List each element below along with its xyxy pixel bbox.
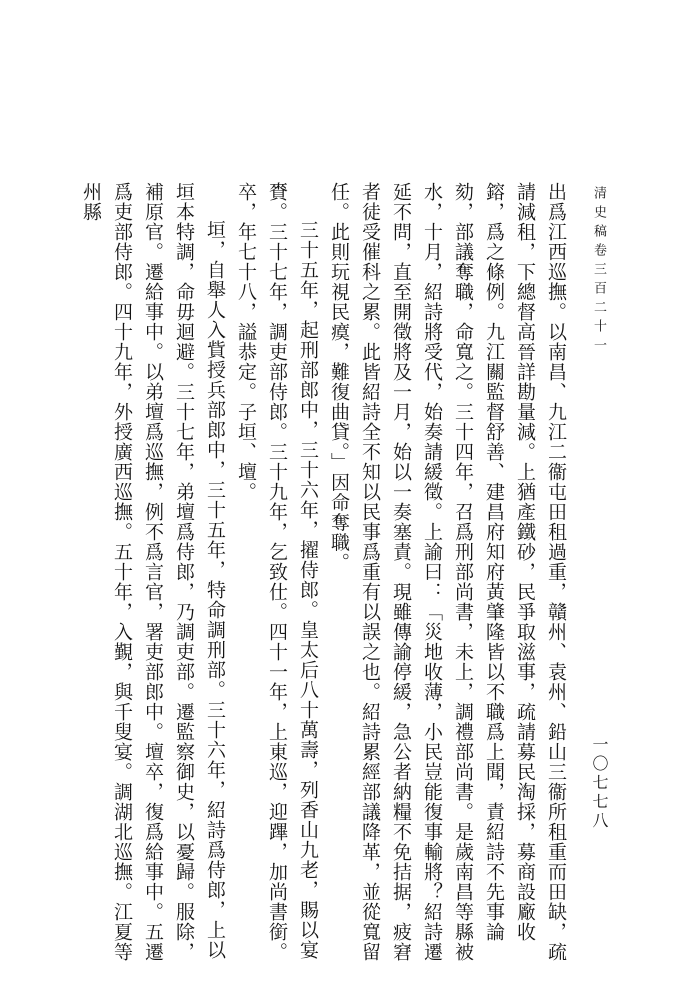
paragraph-continuation: 出爲江西巡撫。以南昌、九江二衞屯田租過重，贛州、袁州、鉛山三衞所租重而田缺，疏請減租，下總督高晉詳勘量減。上猶產鐵砂，民爭取滋事，疏請募民淘採，募商設廠收鎔，爲之條例。九江關監督舒善、建昌府知府黃肇隆皆以不職爲上聞，責紹詩不先事論劾，部議奪職，命寬之。三十四年，召爲刑部尚書，未上，調禮部尚書。是歲南昌等縣被水，十月，紹詩將受代，始奏請緩徵。上諭曰：「災地收薄，小民豈能復事輸將？紹詩遷延不問，直至開徵將及一月，始以一奏塞責。現雖傳諭停緩，急公者納糧不免拮据，疲窘者徒受催科之累。此皆紹詩全不知以民事爲重有以誤之也。紹詩累經部議降革，並從寬留任。此則玩視民瘼，難復曲貸。」因命奪職。 (328, 182, 567, 962)
paragraph-yuan-biography: 垣，自舉人入貲授兵部郎中，三十五年，特命調刑部。三十六年，紹詩爲侍郎，上以垣本特調，命毋迴避。三十七年，弟壇爲侍郎，乃調吏部。遷監察御史，以憂歸。服除，補原官。遷給事中。以弟壇爲巡撫，例不爲言官，署吏部郎中。壇卒，復爲給事中。五遷爲吏部侍郎。四十九年，外授廣西巡撫。五十年，入覲，與千叟宴。調湖北巡撫。江夏等州縣 (80, 182, 226, 962)
paragraph-shao-shi-career: 三十五年，起刑部郎中，三十六年，擢侍郎。皇太后八十萬壽，列香山九老，賜以宴賚。三十七年，調吏部侍郎。三十九年，乞致仕。四十一年，上東巡，迎蹕，加尚書銜。卒，年七十八，謚恭定。子垣、壇。 (235, 182, 319, 962)
body-text (80, 182, 571, 962)
page-number: 一〇七七八 (590, 736, 609, 831)
running-header-title: 清史稿卷三百二十一 (591, 186, 606, 357)
